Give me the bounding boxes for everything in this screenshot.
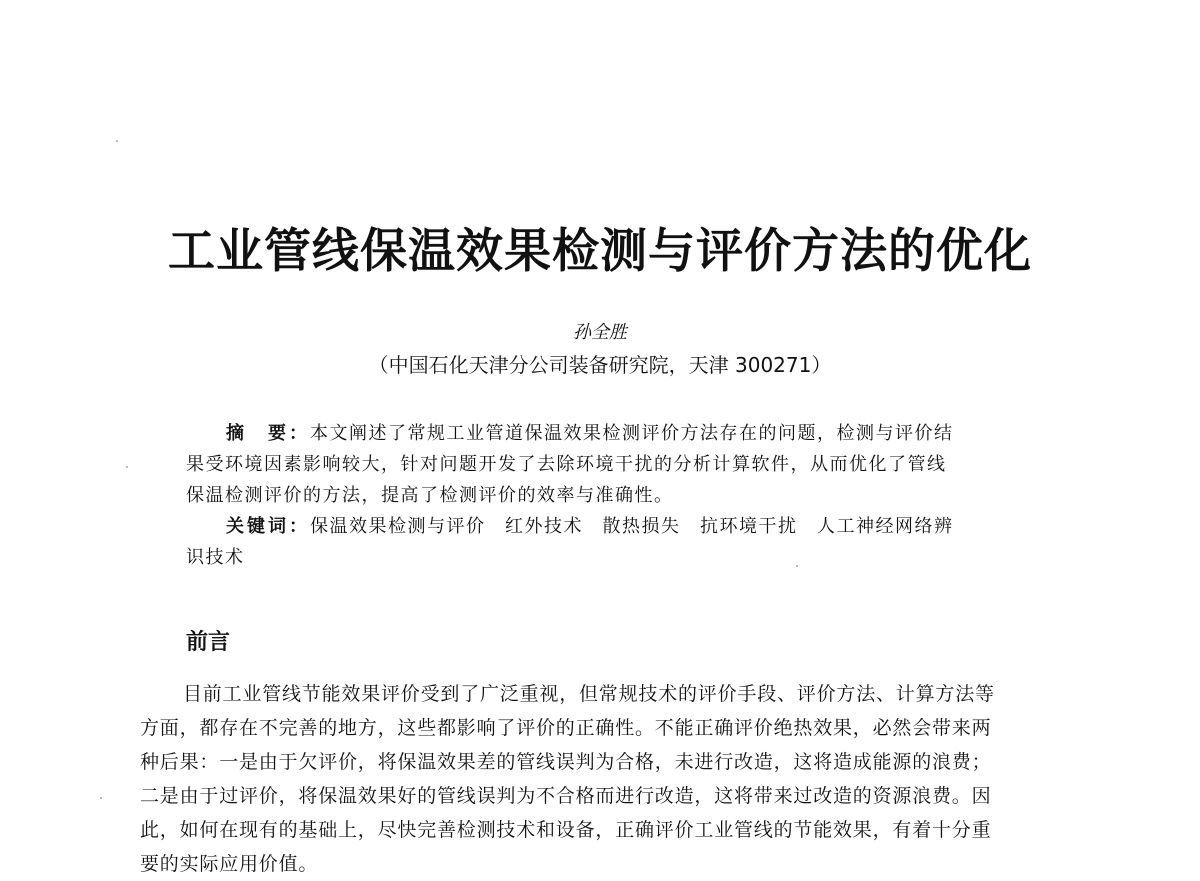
body-line: 要的实际应用价值。 [140, 853, 319, 875]
keywords-line [186, 511, 1036, 542]
author-name: 孙全胜 [573, 322, 627, 343]
body-line: 二是由于过评价，将保温效果好的管线误判为不合格而进行改造，这将带来过改造的资源浪费。因 [140, 785, 992, 807]
keywords-label: 关键词： [226, 516, 310, 537]
body-line: 目前工业管线节能效果评价受到了广泛重视，但常规技术的评价手段、评价方法、计算方法等 [183, 683, 995, 705]
scan-speck [796, 565, 798, 567]
abstract-block [186, 418, 1036, 573]
scan-speck [100, 797, 102, 799]
abstract-text: 本文阐述了常规工业管道保温效果检测评价方法存在的问题，检测与评价结 [310, 423, 954, 444]
abstract-label: 摘 要： [226, 423, 310, 444]
abstract-line [186, 418, 1036, 449]
paper-title: 工业管线保温效果检测与评价方法的优化 [168, 224, 1032, 279]
keywords-text: 保温效果检测与评价 红外技术 散热损失 抗环境干扰 人工神经网络辨 [310, 516, 954, 537]
abstract-line: 果受环境因素影响较大，针对问题开发了去除环境干扰的分析计算软件，从而优化了管线 [186, 454, 947, 475]
scan-speck [116, 140, 118, 142]
body-paragraph [140, 677, 1070, 881]
section-heading: 前言 [186, 630, 231, 655]
body-line: 方面，都存在不完善的地方，这些都影响了评价的正确性。不能正确评价绝热效果，必然会带来两 [140, 717, 992, 739]
body-line: 此，如何在现有的基础上，尽快完善检测技术和设备，正确评价工业管线的节能效果，有着十分重 [140, 819, 992, 841]
keywords-line: 识技术 [186, 547, 245, 568]
scan-speck [126, 466, 128, 468]
abstract-line: 保温检测评价的方法，提高了检测评价的效率与准确性。 [186, 485, 674, 506]
author-affiliation: （中国石化天津分公司装备研究院，天津 300271） [368, 353, 832, 377]
body-line: 种后果：一是由于欠评价，将保温效果差的管线误判为合格，未进行改造，这将造成能源的浪费； [140, 751, 992, 773]
